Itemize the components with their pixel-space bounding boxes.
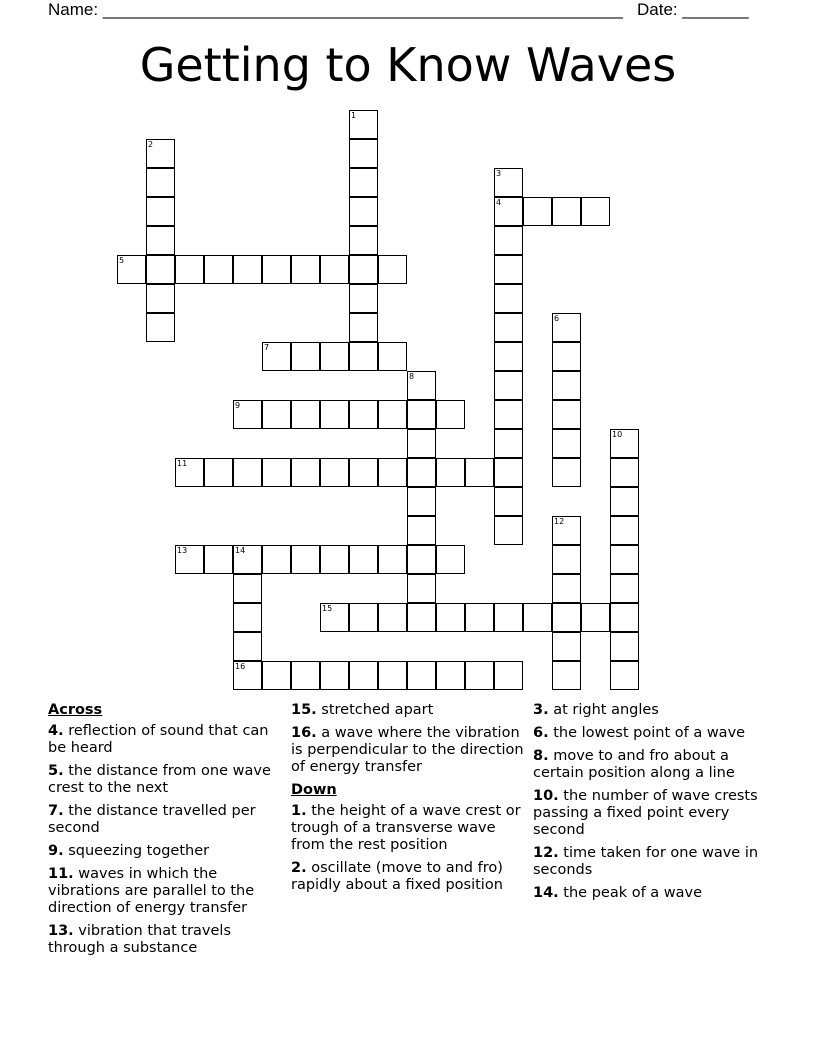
grid-cell[interactable] [552,313,581,342]
grid-cell[interactable] [320,342,349,371]
grid-cell[interactable] [407,429,436,458]
grid-cell[interactable] [349,168,378,197]
grid-cell[interactable] [291,545,320,574]
grid-cell[interactable] [349,139,378,168]
cell-number: 16 [235,662,246,671]
grid-cell[interactable] [233,545,262,574]
grid-cell[interactable] [146,313,175,342]
cell-number: 3 [496,169,502,178]
grid-cell[interactable] [465,661,494,690]
grid-cell[interactable] [349,661,378,690]
grid-cell[interactable] [262,400,291,429]
page-title: Getting to Know Waves [139,38,677,92]
grid-cell[interactable] [204,458,233,487]
grid-cell[interactable] [291,342,320,371]
grid-cell[interactable] [407,371,436,400]
cell-number: 5 [119,256,125,265]
across-heading: Across [48,702,103,718]
grid-cell[interactable] [233,255,262,284]
grid-cell[interactable] [494,516,523,545]
grid-cell[interactable] [610,603,639,632]
grid-cell[interactable] [233,400,262,429]
grid-cell[interactable] [349,458,378,487]
grid-cell[interactable] [349,313,378,342]
grid-cell[interactable] [436,458,465,487]
grid-cell[interactable] [175,255,204,284]
clue-down-10: 10. the number of wave crests passing a fixed point every second [533,788,758,838]
clue-across-16: 16. a wave where the vibration is perpendicular to the direction of energy transfer [291,725,524,775]
date-blank[interactable]: _______ [682,0,749,19]
grid-cell[interactable] [552,545,581,574]
grid-cell[interactable] [146,255,175,284]
grid-cell[interactable] [349,603,378,632]
grid-cell[interactable] [494,371,523,400]
clue-across-11: 11. waves in which the vibrations are parallel to the direction of energy transfer [48,866,255,916]
grid-cell[interactable] [378,342,407,371]
grid-cell[interactable] [146,284,175,313]
cell-number: 8 [409,372,415,381]
grid-cell[interactable] [262,342,291,371]
grid-cell[interactable] [262,255,291,284]
grid-cell[interactable] [610,545,639,574]
grid-cell[interactable] [494,603,523,632]
grid-cell[interactable] [494,197,523,226]
grid-cell[interactable] [494,661,523,690]
cell-number: 12 [554,517,565,526]
grid-cell[interactable] [523,197,552,226]
grid-cell[interactable] [552,429,581,458]
grid-cell[interactable] [552,458,581,487]
clue-across-15: 15. stretched apart [291,702,434,718]
cell-number: 1 [351,111,357,120]
grid-cell[interactable] [291,400,320,429]
grid-cell[interactable] [494,342,523,371]
grid-cell[interactable] [581,197,610,226]
grid-cell[interactable] [349,342,378,371]
grid-cell[interactable] [494,458,523,487]
grid-cell[interactable] [610,487,639,516]
clue-down-12: 12. time taken for one wave in seconds [533,845,759,878]
grid-cell[interactable] [262,545,291,574]
grid-cell[interactable] [436,545,465,574]
name-blank[interactable]: _______________________________________________________ [102,0,623,19]
grid-cell[interactable] [291,458,320,487]
date-label: Date: [637,0,678,19]
grid-cell[interactable] [610,429,639,458]
clue-down-3: 3. at right angles [533,702,659,718]
grid-cell[interactable] [320,661,349,690]
grid-cell[interactable] [494,313,523,342]
cell-number: 4 [496,198,502,207]
grid-cell[interactable] [349,197,378,226]
grid-cell[interactable] [146,139,175,168]
grid-cell[interactable] [436,400,465,429]
clue-across-5: 5. the distance from one wave crest to the next [48,763,271,796]
cell-number: 15 [322,604,333,613]
grid-cell[interactable] [552,632,581,661]
grid-cell[interactable] [378,545,407,574]
grid-cell[interactable] [349,255,378,284]
grid-cell[interactable] [291,255,320,284]
clue-across-13: 13. vibration that travels through a substance [48,923,232,956]
grid-cell[interactable] [378,255,407,284]
clue-across-4: 4. reflection of sound that can be heard [48,723,269,756]
grid-cell[interactable] [407,661,436,690]
cell-number: 9 [235,401,241,410]
grid-cell[interactable] [117,255,146,284]
grid-cell[interactable] [610,574,639,603]
cell-number: 11 [177,459,188,468]
grid-cell[interactable] [233,458,262,487]
grid-cell[interactable] [494,284,523,313]
grid-cell[interactable] [146,197,175,226]
grid-cell[interactable] [436,661,465,690]
grid-cell[interactable] [610,458,639,487]
grid-cell[interactable] [552,574,581,603]
cell-number: 7 [264,343,270,352]
cell-number: 2 [148,140,154,149]
grid-cell[interactable] [378,458,407,487]
grid-cell[interactable] [349,226,378,255]
grid-cell[interactable] [494,226,523,255]
grid-cell[interactable] [378,603,407,632]
grid-cell[interactable] [349,545,378,574]
grid-cell[interactable] [320,458,349,487]
grid-cell[interactable] [494,400,523,429]
clues-column-1 [48,702,284,963]
grid-cell[interactable] [436,603,465,632]
grid-cell[interactable] [407,400,436,429]
grid-cell[interactable] [494,168,523,197]
clue-down-14: 14. the peak of a wave [533,885,703,901]
grid-cell[interactable] [146,168,175,197]
grid-cell[interactable] [407,487,436,516]
grid-cell[interactable] [610,661,639,690]
clues-column-2 [291,702,527,900]
grid-cell[interactable] [233,632,262,661]
grid-cell[interactable] [233,661,262,690]
grid-cell[interactable] [581,603,610,632]
grid-cell[interactable] [407,458,436,487]
cell-number: 13 [177,546,188,555]
grid-cell[interactable] [552,661,581,690]
grid-cell[interactable] [320,603,349,632]
grid-cell[interactable] [175,458,204,487]
grid-cell[interactable] [320,400,349,429]
grid-cell[interactable] [523,603,552,632]
grid-cell[interactable] [494,429,523,458]
grid-cell[interactable] [291,661,320,690]
grid-cell[interactable] [552,371,581,400]
grid-cell[interactable] [552,400,581,429]
grid-cell[interactable] [378,661,407,690]
grid-cell[interactable] [262,661,291,690]
grid-cell[interactable] [204,545,233,574]
grid-cell[interactable] [262,458,291,487]
grid-cell[interactable] [407,603,436,632]
clue-across-7: 7. the distance travelled per second [48,803,256,836]
grid-cell[interactable] [407,516,436,545]
clue-down-8: 8. move to and fro about a certain position along a line [533,748,735,781]
grid-cell[interactable] [175,545,204,574]
grid-cell[interactable] [494,487,523,516]
grid-cell[interactable] [552,342,581,371]
grid-cell[interactable] [494,255,523,284]
grid-cell[interactable] [146,226,175,255]
cell-number: 6 [554,314,560,323]
grid-cell[interactable] [349,400,378,429]
grid-cell[interactable] [610,632,639,661]
clue-down-2: 2. oscillate (move to and fro) rapidly about a fixed position [291,860,503,893]
grid-cell[interactable] [407,574,436,603]
down-heading: Down [291,782,337,798]
grid-cell[interactable] [610,516,639,545]
name-label: Name: [48,0,99,19]
grid-cell[interactable] [233,603,262,632]
grid-cell[interactable] [349,284,378,313]
clue-down-6: 6. the lowest point of a wave [533,725,746,741]
grid-cell[interactable] [378,400,407,429]
grid-cell[interactable] [204,255,233,284]
clue-across-9: 9. squeezing together [48,843,210,859]
grid-cell[interactable] [465,603,494,632]
clue-down-1: 1. the height of a wave crest or trough of a transverse wave from the rest position [291,803,521,853]
cell-number: 10 [612,430,623,439]
grid-cell[interactable] [552,516,581,545]
grid-cell[interactable] [552,197,581,226]
clues-column-3 [533,702,769,908]
grid-cell[interactable] [465,458,494,487]
grid-cell[interactable] [233,574,262,603]
grid-cell[interactable] [320,255,349,284]
grid-cell[interactable] [552,603,581,632]
cell-number: 14 [235,546,246,555]
grid-cell[interactable] [407,545,436,574]
grid-cell[interactable] [349,110,378,139]
grid-cell[interactable] [320,545,349,574]
